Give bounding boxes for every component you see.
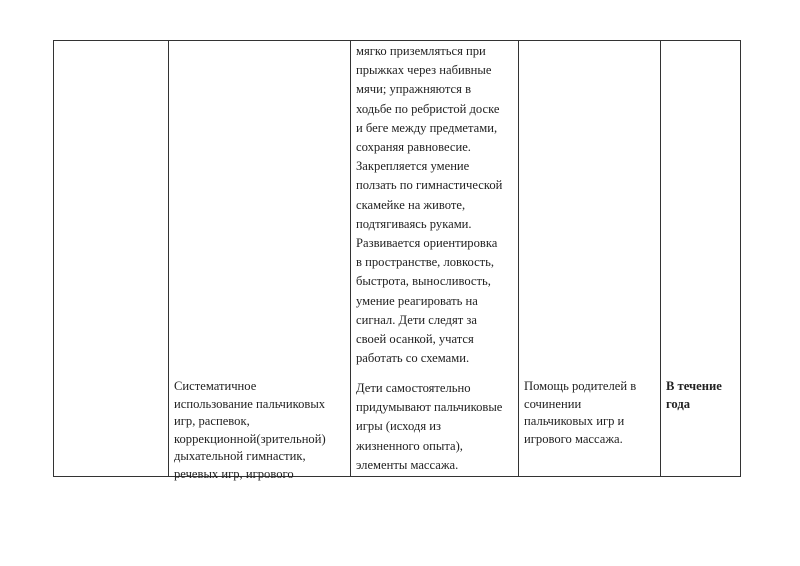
text-line: речевых игр, игрового [174, 466, 294, 481]
text-line: игры (исходя из [356, 419, 441, 434]
column-divider [518, 41, 519, 476]
cell-children-activity [356, 379, 502, 475]
text-line: дыхательной гимнастик, [174, 449, 306, 464]
text-line: года [666, 396, 691, 411]
text-line: коррекционной(зрительной) [174, 431, 326, 446]
text-line: мячи; упражняются в [356, 82, 472, 97]
cell-timeframe [666, 378, 722, 413]
text-line: В течение [666, 379, 722, 393]
text-line: сочинении [524, 396, 582, 411]
text-line: и беге между предметами, [356, 120, 498, 135]
text-line: быстрота, выносливость, [356, 274, 491, 289]
text-line: своей осанкой, учатся [356, 332, 474, 347]
cell-task-description [174, 378, 326, 484]
text-line: Помощь родителей в [524, 379, 637, 393]
text-line: Закрепляется умение [356, 159, 470, 174]
text-line: элементы массажа. [356, 457, 459, 472]
column-divider [168, 41, 169, 476]
text-line: Развивается ориентировка [356, 236, 498, 251]
text-line: работать со схемами. [356, 351, 470, 366]
text-line: умение реагировать на [356, 293, 478, 308]
text-line: игрового массажа. [524, 431, 623, 446]
cell-parent-involvement [524, 378, 636, 448]
text-line: ходьбе по ребристой доске [356, 101, 500, 116]
text-line: использование пальчиковых [174, 396, 326, 411]
column-divider [350, 41, 351, 476]
text-line: игр, распевок, [174, 414, 250, 429]
text-line: прыжках через набивные [356, 63, 492, 78]
text-line: подтягиваясь руками. [356, 216, 472, 231]
text-line: ползать по гимнастической [356, 178, 503, 193]
plan-table [53, 40, 741, 481]
text-line: скамейке на животе, [356, 197, 466, 212]
text-line: Систематичное [174, 379, 257, 393]
text-line: жизненного опыта), [356, 438, 463, 453]
text-line: пальчиковых игр и [524, 414, 625, 429]
text-line: сигнал. Дети следят за [356, 312, 477, 327]
cell-activity-description [356, 42, 502, 368]
text-line: Дети самостоятельно [356, 381, 471, 395]
text-line: в пространстве, ловкость, [356, 255, 495, 270]
text-line: сохраняя равновесие. [356, 140, 471, 155]
column-divider [660, 41, 661, 476]
text-line: мягко приземляться при [356, 44, 486, 58]
text-line: придумывают пальчиковые [356, 400, 503, 415]
